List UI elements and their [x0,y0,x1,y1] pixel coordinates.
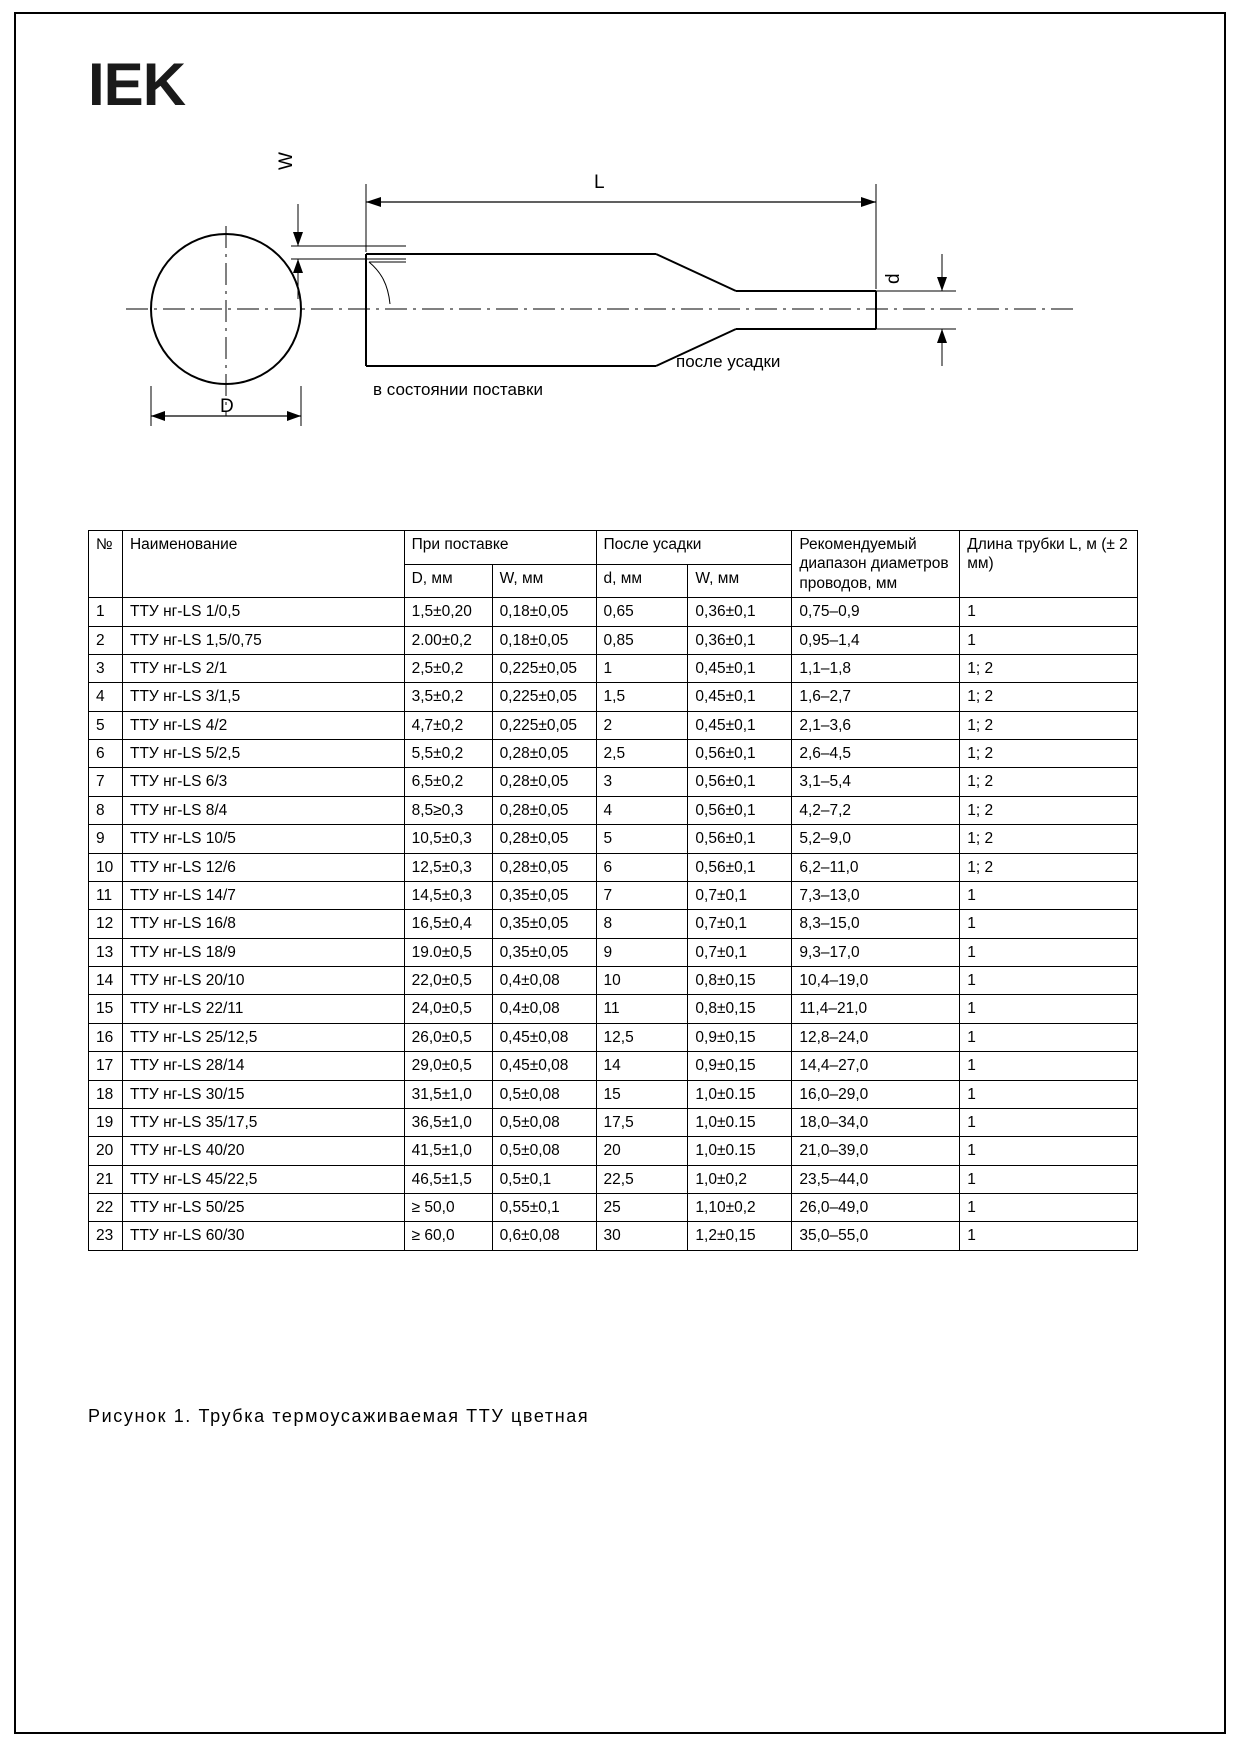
cell-supply-w: 0,55±0,1 [492,1194,596,1222]
cell-length: 1; 2 [960,768,1138,796]
dimension-label-D: D [220,396,234,417]
cell-shrink-w: 0,56±0,1 [688,825,792,853]
cell-shrink-w: 0,45±0,1 [688,683,792,711]
cell-shrink-w: 1,0±0.15 [688,1108,792,1136]
table-row [89,1165,1138,1193]
cell-shrink-w: 1,0±0,2 [688,1165,792,1193]
table-body [89,598,1138,1251]
drawing-svg [76,154,1156,484]
cell-shrink-w: 0,8±0,15 [688,995,792,1023]
cell-shrink-w: 0,56±0,1 [688,768,792,796]
cell-number: 23 [89,1222,123,1250]
cell-name: ТТУ нг-LS 18/9 [122,938,404,966]
cell-number: 17 [89,1052,123,1080]
cell-length: 1 [960,910,1138,938]
cell-supply-d: 14,5±0,3 [404,881,492,909]
cell-number: 7 [89,768,123,796]
cell-number: 5 [89,711,123,739]
table-row [89,1108,1138,1136]
table-row [89,768,1138,796]
cell-shrink-d: 14 [596,1052,688,1080]
header-recommended-range: Рекомендуемый диапазон диаметров проводов, мм [792,531,960,598]
cell-name: ТТУ нг-LS 30/15 [122,1080,404,1108]
cell-number: 22 [89,1194,123,1222]
cell-supply-w: 0,45±0,08 [492,1023,596,1051]
cell-supply-w: 0,18±0,05 [492,598,596,626]
cell-shrink-d: 9 [596,938,688,966]
header-number: № [89,531,123,598]
cell-number: 1 [89,598,123,626]
header-at-supply: При поставке [404,531,596,565]
technical-drawing [76,154,1156,484]
cell-shrink-d: 30 [596,1222,688,1250]
cell-length: 1 [960,1080,1138,1108]
dimension-label-d: d [883,273,904,284]
cell-supply-w: 0,5±0,08 [492,1108,596,1136]
cell-length: 1; 2 [960,683,1138,711]
cell-length: 1 [960,881,1138,909]
cell-shrink-w: 0,45±0,1 [688,654,792,682]
cell-number: 12 [89,910,123,938]
cell-supply-d: 1,5±0,20 [404,598,492,626]
cell-length: 1; 2 [960,740,1138,768]
cell-shrink-d: 2 [596,711,688,739]
cell-length: 1 [960,1052,1138,1080]
cell-shrink-w: 0,56±0,1 [688,740,792,768]
cell-length: 1 [960,1023,1138,1051]
cell-number: 4 [89,683,123,711]
cell-name: ТТУ нг-LS 14/7 [122,881,404,909]
cell-supply-w: 0,225±0,05 [492,683,596,711]
cell-number: 6 [89,740,123,768]
cell-supply-d: 31,5±1,0 [404,1080,492,1108]
cell-supply-d: 41,5±1,0 [404,1137,492,1165]
cell-supply-d: 5,5±0,2 [404,740,492,768]
dimension-label-W: W [276,152,297,170]
cell-supply-w: 0,5±0,08 [492,1080,596,1108]
caption-supply-state: в состоянии поставки [373,380,543,399]
cell-shrink-d: 0,85 [596,626,688,654]
cell-shrink-d: 1,5 [596,683,688,711]
cell-shrink-d: 12,5 [596,1023,688,1051]
cell-range: 2,1–3,6 [792,711,960,739]
cell-range: 0,75–0,9 [792,598,960,626]
cell-shrink-d: 1 [596,654,688,682]
cell-range: 14,4–27,0 [792,1052,960,1080]
cell-length: 1 [960,967,1138,995]
cell-length: 1 [960,1222,1138,1250]
cell-shrink-d: 5 [596,825,688,853]
table-row [89,1080,1138,1108]
cell-supply-w: 0,225±0,05 [492,654,596,682]
table-row [89,626,1138,654]
cell-supply-w: 0,45±0,08 [492,1052,596,1080]
header-shrink-W: W, мм [688,564,792,598]
cell-shrink-w: 0,56±0,1 [688,796,792,824]
iek-logo: IEK [88,51,186,118]
cell-number: 16 [89,1023,123,1051]
cell-name: ТТУ нг-LS 45/22,5 [122,1165,404,1193]
cell-shrink-d: 25 [596,1194,688,1222]
cell-range: 21,0–39,0 [792,1137,960,1165]
header-supply-D: D, мм [404,564,492,598]
cell-number: 10 [89,853,123,881]
header-tube-length: Длина трубки L, м (± 2 мм) [960,531,1138,598]
cell-range: 0,95–1,4 [792,626,960,654]
cell-shrink-w: 0,7±0,1 [688,910,792,938]
cell-range: 8,3–15,0 [792,910,960,938]
table-row [89,881,1138,909]
cell-length: 1 [960,1165,1138,1193]
cell-supply-d: 46,5±1,5 [404,1165,492,1193]
cell-name: ТТУ нг-LS 35/17,5 [122,1108,404,1136]
cell-name: ТТУ нг-LS 12/6 [122,853,404,881]
specification-table [88,530,1138,1251]
cell-supply-d: ≥ 60,0 [404,1222,492,1250]
cell-number: 2 [89,626,123,654]
cell-supply-w: 0,18±0,05 [492,626,596,654]
cell-length: 1; 2 [960,853,1138,881]
table-row [89,910,1138,938]
table-row [89,938,1138,966]
cell-supply-d: 2,5±0,2 [404,654,492,682]
table-row [89,1137,1138,1165]
cell-length: 1 [960,938,1138,966]
cell-range: 12,8–24,0 [792,1023,960,1051]
cell-shrink-w: 0,8±0,15 [688,967,792,995]
cell-shrink-w: 0,56±0,1 [688,853,792,881]
cell-name: ТТУ нг-LS 1/0,5 [122,598,404,626]
cell-name: ТТУ нг-LS 60/30 [122,1222,404,1250]
cell-number: 13 [89,938,123,966]
header-shrink-d: d, мм [596,564,688,598]
cell-range: 10,4–19,0 [792,967,960,995]
cell-supply-d: 12,5±0,3 [404,853,492,881]
cell-supply-w: 0,35±0,05 [492,910,596,938]
cell-shrink-d: 8 [596,910,688,938]
cell-range: 26,0–49,0 [792,1194,960,1222]
cell-supply-d: ≥ 50,0 [404,1194,492,1222]
cell-number: 15 [89,995,123,1023]
cell-number: 21 [89,1165,123,1193]
cell-supply-w: 0,35±0,05 [492,938,596,966]
cell-supply-d: 8,5≥0,3 [404,796,492,824]
cell-range: 9,3–17,0 [792,938,960,966]
cell-shrink-w: 0,45±0,1 [688,711,792,739]
cell-number: 14 [89,967,123,995]
cell-range: 1,1–1,8 [792,654,960,682]
cell-number: 8 [89,796,123,824]
cell-supply-w: 0,28±0,05 [492,853,596,881]
cell-supply-w: 0,5±0,1 [492,1165,596,1193]
cell-name: ТТУ нг-LS 4/2 [122,711,404,739]
cell-supply-d: 2.00±0,2 [404,626,492,654]
cell-range: 6,2–11,0 [792,853,960,881]
cell-range: 23,5–44,0 [792,1165,960,1193]
cell-name: ТТУ нг-LS 6/3 [122,768,404,796]
table-row [89,967,1138,995]
cell-supply-d: 6,5±0,2 [404,768,492,796]
table-row [89,995,1138,1023]
cell-shrink-d: 22,5 [596,1165,688,1193]
cell-shrink-d: 10 [596,967,688,995]
cell-supply-d: 36,5±1,0 [404,1108,492,1136]
cell-length: 1 [960,1194,1138,1222]
cell-shrink-w: 0,7±0,1 [688,881,792,909]
cell-length: 1 [960,995,1138,1023]
caption-after-shrink: после усадки [676,352,781,371]
cell-supply-w: 0,6±0,08 [492,1222,596,1250]
cell-number: 11 [89,881,123,909]
cell-supply-w: 0,28±0,05 [492,825,596,853]
cell-range: 3,1–5,4 [792,768,960,796]
table-row [89,1023,1138,1051]
cell-number: 18 [89,1080,123,1108]
cell-shrink-w: 0,9±0,15 [688,1052,792,1080]
cell-length: 1; 2 [960,654,1138,682]
cell-length: 1; 2 [960,825,1138,853]
cell-name: ТТУ нг-LS 50/25 [122,1194,404,1222]
cell-supply-w: 0,4±0,08 [492,967,596,995]
cell-range: 7,3–13,0 [792,881,960,909]
cell-supply-w: 0,5±0,08 [492,1137,596,1165]
cell-number: 19 [89,1108,123,1136]
cell-name: ТТУ нг-LS 28/14 [122,1052,404,1080]
cell-name: ТТУ нг-LS 3/1,5 [122,683,404,711]
cell-range: 2,6–4,5 [792,740,960,768]
cell-shrink-d: 17,5 [596,1108,688,1136]
cell-length: 1 [960,1137,1138,1165]
cell-shrink-d: 6 [596,853,688,881]
table-row [89,796,1138,824]
cell-number: 9 [89,825,123,853]
cell-shrink-w: 0,9±0,15 [688,1023,792,1051]
dimension-label-L: L [594,172,605,193]
cell-shrink-d: 3 [596,768,688,796]
table-row [89,1222,1138,1250]
cell-supply-w: 0,28±0,05 [492,796,596,824]
header-supply-W: W, мм [492,564,596,598]
cell-shrink-d: 15 [596,1080,688,1108]
cell-shrink-w: 1,10±0,2 [688,1194,792,1222]
cell-supply-d: 4,7±0,2 [404,711,492,739]
table-row [89,740,1138,768]
cell-shrink-w: 1,0±0.15 [688,1080,792,1108]
cell-shrink-w: 0,36±0,1 [688,598,792,626]
table-row [89,711,1138,739]
cell-range: 35,0–55,0 [792,1222,960,1250]
cell-shrink-d: 2,5 [596,740,688,768]
cell-supply-w: 0,28±0,05 [492,740,596,768]
cell-length: 1 [960,1108,1138,1136]
table-row [89,1052,1138,1080]
cell-name: ТТУ нг-LS 22/11 [122,995,404,1023]
cell-shrink-d: 4 [596,796,688,824]
table-row [89,825,1138,853]
table-row [89,853,1138,881]
table-row [89,1194,1138,1222]
cell-supply-w: 0,225±0,05 [492,711,596,739]
document-page [14,12,1226,1734]
cell-length: 1 [960,598,1138,626]
cell-range: 18,0–34,0 [792,1108,960,1136]
cell-shrink-w: 1,0±0.15 [688,1137,792,1165]
cell-number: 20 [89,1137,123,1165]
cell-shrink-d: 7 [596,881,688,909]
cell-name: ТТУ нг-LS 40/20 [122,1137,404,1165]
cell-shrink-w: 0,36±0,1 [688,626,792,654]
cell-range: 11,4–21,0 [792,995,960,1023]
table-row [89,598,1138,626]
cell-supply-w: 0,4±0,08 [492,995,596,1023]
cell-supply-d: 19.0±0,5 [404,938,492,966]
cell-shrink-w: 1,2±0,15 [688,1222,792,1250]
cell-range: 4,2–7,2 [792,796,960,824]
cell-supply-d: 16,5±0,4 [404,910,492,938]
cell-name: ТТУ нг-LS 25/12,5 [122,1023,404,1051]
table-header-row-top [89,531,1138,565]
cell-supply-d: 22,0±0,5 [404,967,492,995]
cell-shrink-d: 11 [596,995,688,1023]
cell-name: ТТУ нг-LS 16/8 [122,910,404,938]
cell-supply-d: 26,0±0,5 [404,1023,492,1051]
cell-name: ТТУ нг-LS 1,5/0,75 [122,626,404,654]
cell-shrink-d: 0,65 [596,598,688,626]
cell-name: ТТУ нг-LS 10/5 [122,825,404,853]
cell-length: 1 [960,626,1138,654]
cell-number: 3 [89,654,123,682]
cell-shrink-d: 20 [596,1137,688,1165]
cell-name: ТТУ нг-LS 8/4 [122,796,404,824]
cell-range: 16,0–29,0 [792,1080,960,1108]
cell-name: ТТУ нг-LS 20/10 [122,967,404,995]
cell-length: 1; 2 [960,711,1138,739]
cell-range: 1,6–2,7 [792,683,960,711]
cell-supply-w: 0,35±0,05 [492,881,596,909]
cell-supply-d: 10,5±0,3 [404,825,492,853]
cell-length: 1; 2 [960,796,1138,824]
header-name: Наименование [122,531,404,598]
cell-name: ТТУ нг-LS 5/2,5 [122,740,404,768]
cell-supply-d: 3,5±0,2 [404,683,492,711]
table-row [89,654,1138,682]
figure-caption: Рисунок 1. Трубка термоусаживаемая ТТУ цветная [88,1406,590,1426]
cell-name: ТТУ нг-LS 2/1 [122,654,404,682]
cell-range: 5,2–9,0 [792,825,960,853]
table-row [89,683,1138,711]
page-content [16,14,1224,1732]
cell-shrink-w: 0,7±0,1 [688,938,792,966]
header-after-shrink: После усадки [596,531,792,565]
cell-supply-d: 24,0±0,5 [404,995,492,1023]
cell-supply-w: 0,28±0,05 [492,768,596,796]
cell-supply-d: 29,0±0,5 [404,1052,492,1080]
